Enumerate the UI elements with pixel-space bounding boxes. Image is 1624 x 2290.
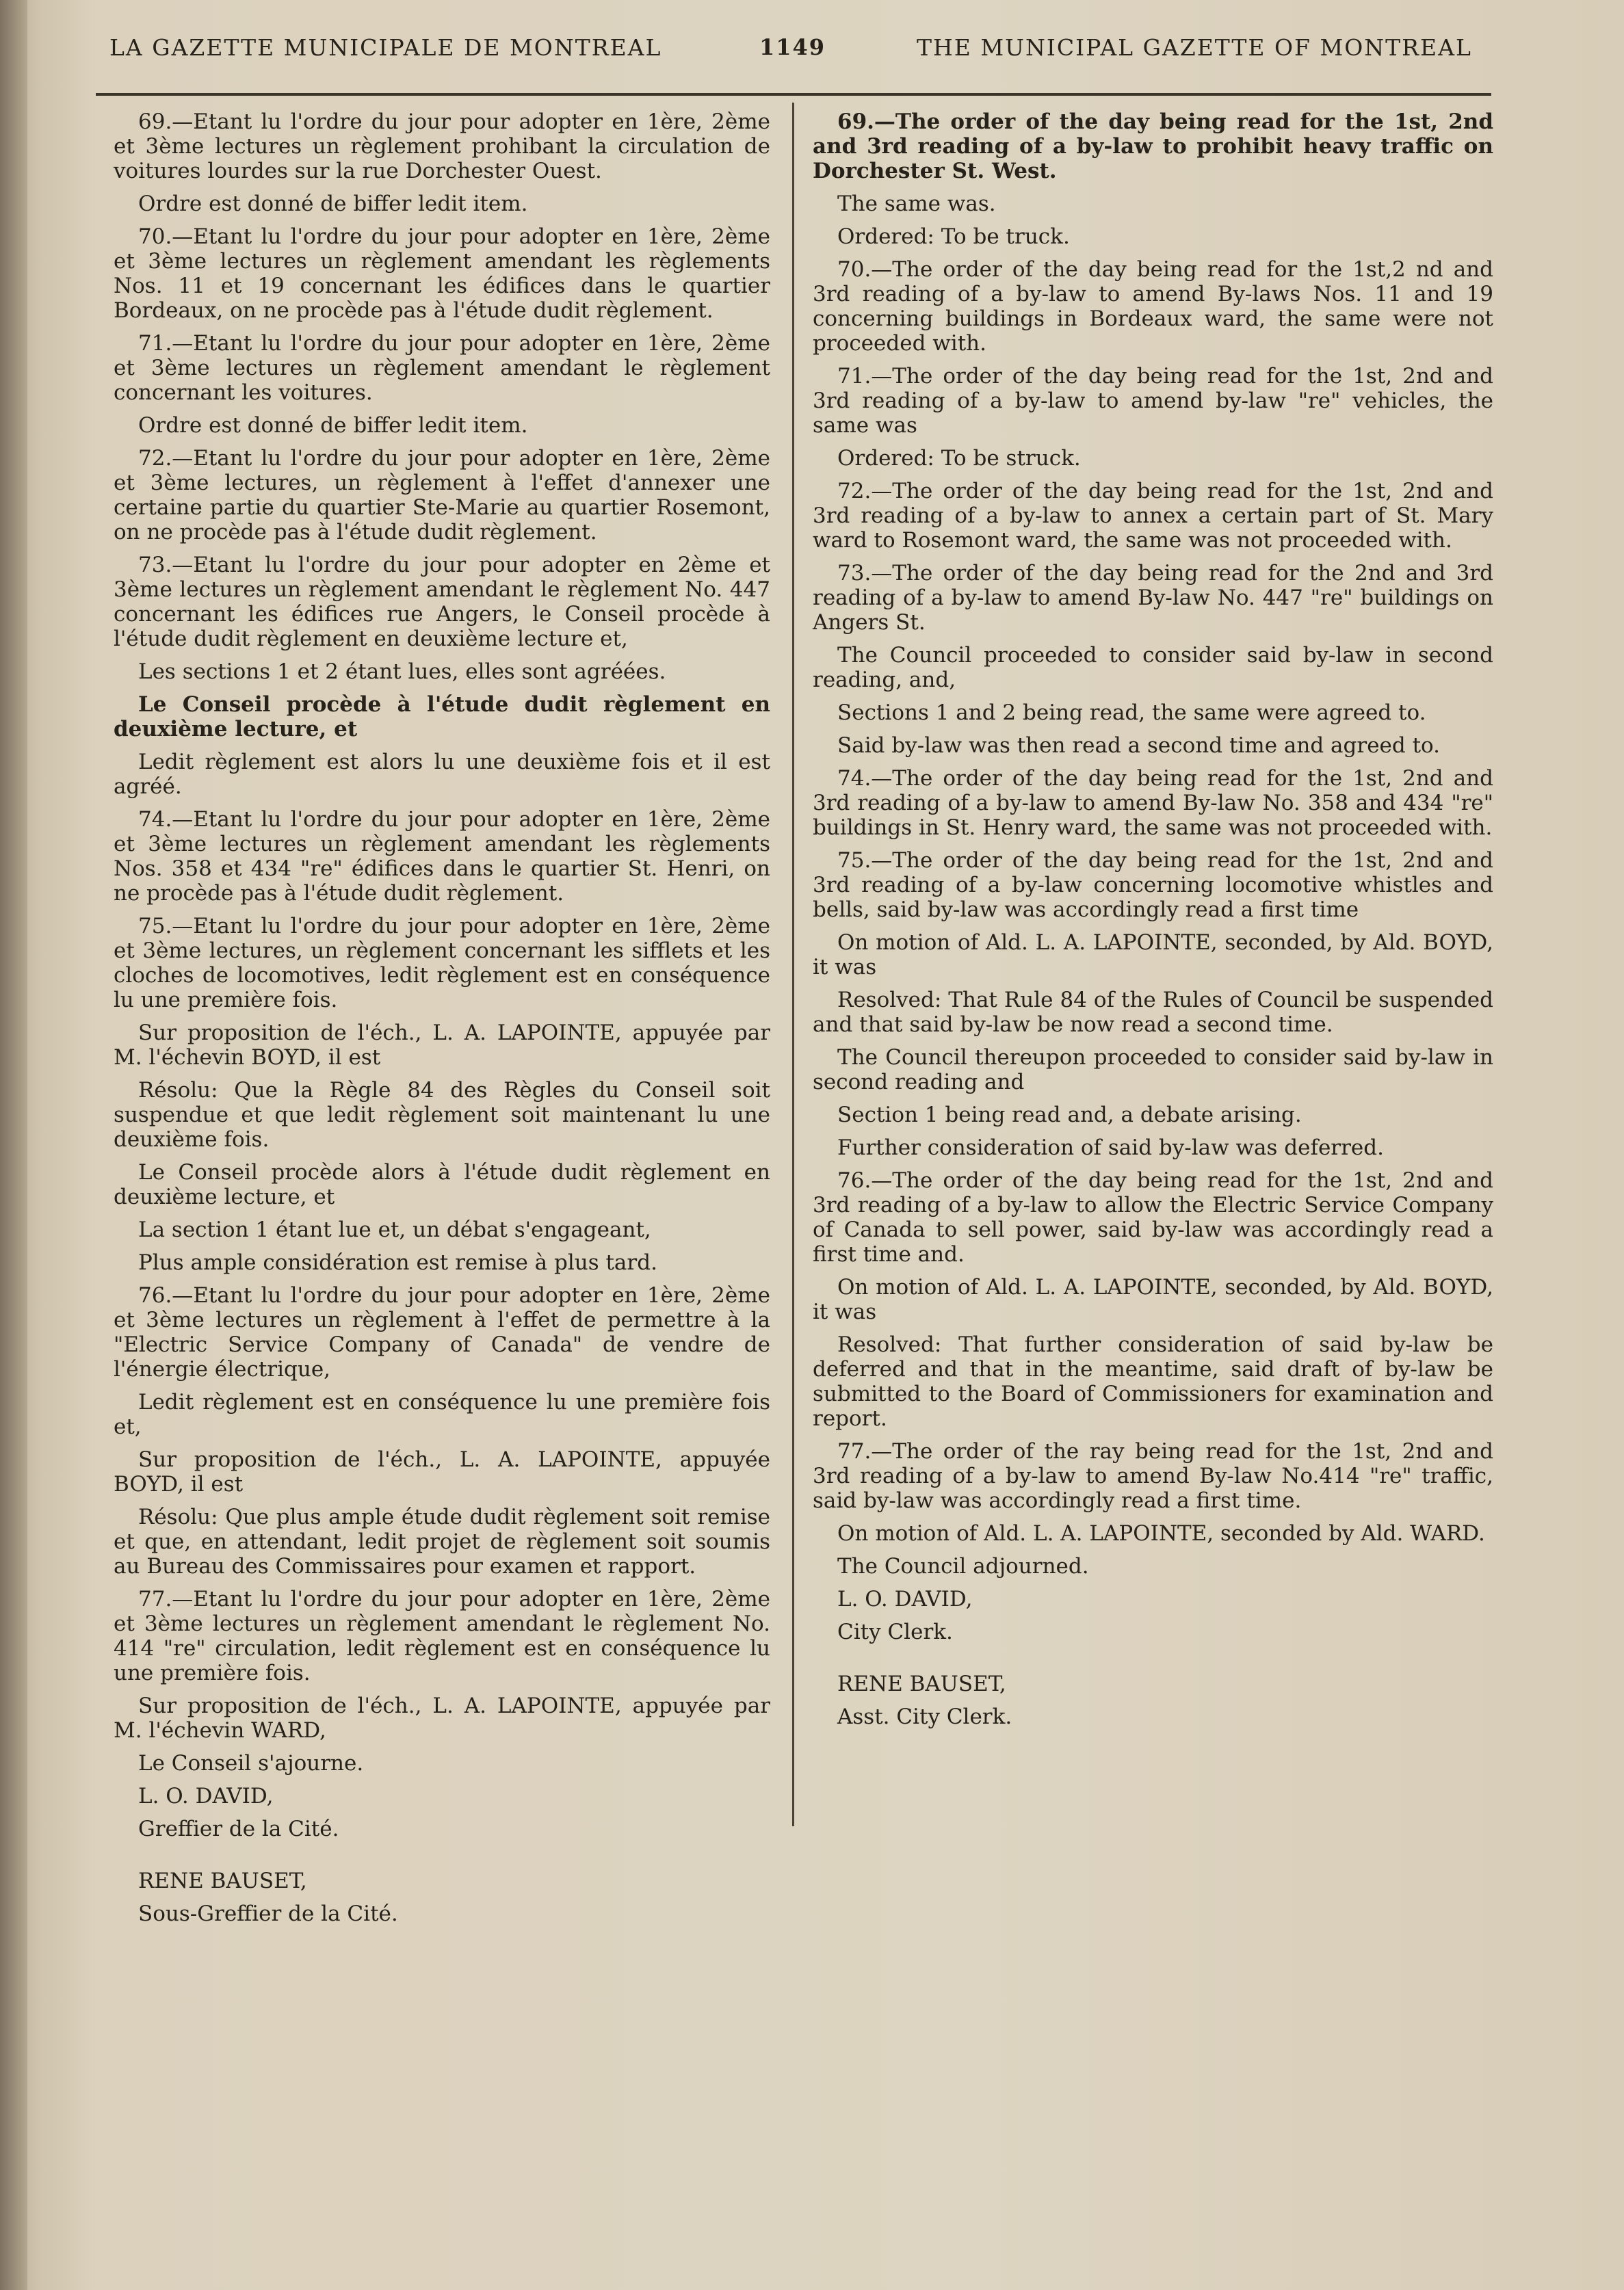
fr-paragraph: Ledit règlement est en conséquence lu une première fois et, <box>114 1390 770 1439</box>
fr-asst-name: RENE BAUSET, <box>138 1869 307 1893</box>
en-paragraph: Resolved: That further consideration of said by-law be deferred and that in the meantime, said draft of by-law be submitted to the Board of Commissioners for examination and report. <box>813 1332 1493 1431</box>
fr-paragraph: Le Conseil procède alors à l'étude dudit règlement en deuxième lecture, et <box>114 1160 770 1209</box>
en-paragraph: Further consideration of said by-law was deferred. <box>837 1135 1384 1160</box>
fr-paragraph: 77.—Etant lu l'ordre du jour pour adopter en 1ère, 2ème et 3ème lectures un règlement amendant le règlement No. 414 "re" circulation, ledit règlement est en conséquence lu une première fois. <box>114 1587 770 1685</box>
en-paragraph: 70.—The order of the day being read for the 1st,2 nd and 3rd reading of a by-law to amend By-laws Nos. 11 and 19 concerning buildings in Bordeaux ward, the same were not proceeded with. <box>813 257 1493 356</box>
en-paragraph: Ordered: To be struck. <box>837 446 1081 471</box>
fr-paragraph: La section 1 étant lue et, un débat s'engageant, <box>138 1218 651 1242</box>
en-paragraph: On motion of Ald. L. A. LAPOINTE, seconded, by Ald. BOYD, it was <box>813 1275 1493 1324</box>
fr-paragraph: Ordre est donné de biffer ledit item. <box>138 192 528 216</box>
fr-paragraph: 76.—Etant lu l'ordre du jour pour adopter en 1ère, 2ème et 3ème lectures un règlement à l'effet de permettre à la "Electric Service Company of Canada" de vendre de l'énergie électrique, <box>114 1283 770 1382</box>
en-paragraph: Ordered: To be truck. <box>837 224 1070 249</box>
french-column <box>114 109 770 1934</box>
fr-paragraph: Résolu: Que plus ample étude dudit règlement soit remise et que, en attendant, ledit projet de règlement soit soumis au Bureau des Commissaires pour examen et rapport. <box>114 1505 770 1579</box>
fr-paragraph: Ordre est donné de biffer ledit item. <box>138 413 528 438</box>
page-number: 1149 <box>759 34 826 60</box>
en-paragraph: 77.—The order of the ray being read for the 1st, 2nd and 3rd reading of a by-law to amend By-law No.414 "re" traffic, said by-law was accordingly read a first time. <box>813 1439 1493 1513</box>
en-paragraph: 73.—The order of the day being read for the 2nd and 3rd reading of a by-law to amend By-law No. 447 "re" buildings on Angers St. <box>813 561 1493 635</box>
fr-paragraph: Sur proposition de l'éch., L. A. LAPOINTE, appuyée par M. l'échevin WARD, <box>114 1694 770 1743</box>
fr-paragraph: Plus ample considération est remise à plus tard. <box>138 1250 657 1275</box>
fr-paragraph: 75.—Etant lu l'ordre du jour pour adopter en 1ère, 2ème et 3ème lectures, un règlement concernant les sifflets et les cloches de locomotives, ledit règlement est en conséquence lu une première fois. <box>114 914 770 1012</box>
fr-paragraph: 73.—Etant lu l'ordre du jour pour adopter en 2ème et 3ème lectures un règlement amendant le règlement No. 447 concernant les édifices rue Angers, le Conseil procède à l'étude dudit règlement en deuxième lecture et, <box>114 553 770 651</box>
english-column <box>813 109 1493 1737</box>
en-clerk-title: City Clerk. <box>837 1620 953 1644</box>
en-paragraph: The Council thereupon proceeded to consider said by-law in second reading and <box>813 1045 1493 1094</box>
fr-paragraph: Ledit règlement est alors lu une deuxième fois et il est agréé. <box>114 750 770 799</box>
en-paragraph: Said by-law was then read a second time and agreed to. <box>837 733 1441 758</box>
en-paragraph: 71.—The order of the day being read for the 1st, 2nd and 3rd reading of a by-law to amend by-law "re" vehicles, the same was <box>813 364 1493 438</box>
fr-paragraph: 70.—Etant lu l'ordre du jour pour adopter en 1ère, 2ème et 3ème lectures un règlement amendant les règlements Nos. 11 et 19 concernant les édifices dans le quartier Bordeaux, on ne procède pas à l'étude dudit règlement. <box>114 224 770 323</box>
fr-paragraph: Le Conseil s'ajourne. <box>138 1751 364 1776</box>
en-paragraph: The same was. <box>837 192 996 216</box>
en-paragraph: Sections 1 and 2 being read, the same were agreed to. <box>837 700 1426 725</box>
en-asst-title: Asst. City Clerk. <box>837 1705 1012 1729</box>
fr-paragraph: Sur proposition de l'éch., L. A. LAPOINTE, appuyée par M. l'échevin BOYD, il est <box>114 1021 770 1070</box>
fr-paragraph: 74.—Etant lu l'ordre du jour pour adopter en 1ère, 2ème et 3ème lectures un règlement amendant les règlements Nos. 358 et 434 "re" édifices dans le quartier St. Henri, on ne procède pas à l'étude dudit règlement. <box>114 807 770 906</box>
en-paragraph: 76.—The order of the day being read for the 1st, 2nd and 3rd reading of a by-law to allow the Electric Service Company of Canada to sell power, said by-law was accordingly read a first time and. <box>813 1168 1493 1267</box>
en-paragraph: 72.—The order of the day being read for the 1st, 2nd and 3rd reading of a by-law to annex a certain part of St. Mary ward to Rosemont ward, the same was not proceeded with. <box>813 479 1493 553</box>
fr-asst-title: Sous-Greffier de la Cité. <box>138 1901 398 1926</box>
en-paragraph: Section 1 being read and, a debate arising. <box>837 1103 1302 1127</box>
en-paragraph: The Council adjourned. <box>837 1554 1089 1579</box>
fr-clerk-name: L. O. DAVID, <box>138 1784 274 1808</box>
fr-clerk-title: Greffier de la Cité. <box>138 1817 339 1841</box>
header-french-title: LA GAZETTE MUNICIPALE DE MONTREAL <box>109 34 662 61</box>
en-clerk-name: L. O. DAVID, <box>837 1587 973 1611</box>
header-english-title: THE MUNICIPAL GAZETTE OF MONTREAL <box>917 34 1472 61</box>
column-divider <box>792 103 794 1826</box>
header-rule <box>96 93 1491 96</box>
en-paragraph: 75.—The order of the day being read for the 1st, 2nd and 3rd reading of a by-law concerning locomotive whistles and bells, said by-law was accordingly read a first time <box>813 848 1493 922</box>
fr-paragraph: Sur proposition de l'éch., L. A. LAPOINTE, appuyée BOYD, il est <box>114 1447 770 1497</box>
en-paragraph: 69.—The order of the day being read for the 1st, 2nd and 3rd reading of a by-law to prohibit heavy traffic on Dorchester St. West. <box>813 109 1493 183</box>
en-paragraph: Resolved: That Rule 84 of the Rules of Council be suspended and that said by-law be now read a second time. <box>813 988 1493 1037</box>
binding-spine <box>0 0 27 2290</box>
en-paragraph: 74.—The order of the day being read for the 1st, 2nd and 3rd reading of a by-law to amend By-law No. 358 and 434 "re" buildings in St. Henry ward, the same was not proceeded with. <box>813 766 1493 840</box>
fr-paragraph: 71.—Etant lu l'ordre du jour pour adopter en 1ère, 2ème et 3ème lectures un règlement amendant le règlement concernant les voitures. <box>114 331 770 405</box>
en-paragraph: The Council proceeded to consider said by-law in second reading, and, <box>813 643 1493 692</box>
fr-paragraph: Le Conseil procède à l'étude dudit règlement en deuxième lecture, et <box>114 692 770 741</box>
fr-paragraph: 72.—Etant lu l'ordre du jour pour adopter en 1ère, 2ème et 3ème lectures, un règlement à l'effet d'annexer une certaine partie du quartier Ste-Marie au quartier Rosemont, on ne procède pas à l'étude dudit règlement. <box>114 446 770 544</box>
en-paragraph: On motion of Ald. L. A. LAPOINTE, seconded, by Ald. BOYD, it was <box>813 930 1493 979</box>
en-paragraph: On motion of Ald. L. A. LAPOINTE, seconded by Ald. WARD. <box>837 1521 1485 1546</box>
fr-paragraph: 69.—Etant lu l'ordre du jour pour adopter en 1ère, 2ème et 3ème lectures un règlement prohibant la circulation de voitures lourdes sur la rue Dorchester Ouest. <box>114 109 770 183</box>
en-asst-name: RENE BAUSET, <box>837 1672 1006 1696</box>
fr-paragraph: Les sections 1 et 2 étant lues, elles sont agréées. <box>138 659 666 684</box>
fr-paragraph: Résolu: Que la Règle 84 des Règles du Conseil soit suspendue et que ledit règlement soit maintenant lu une deuxième fois. <box>114 1078 770 1152</box>
